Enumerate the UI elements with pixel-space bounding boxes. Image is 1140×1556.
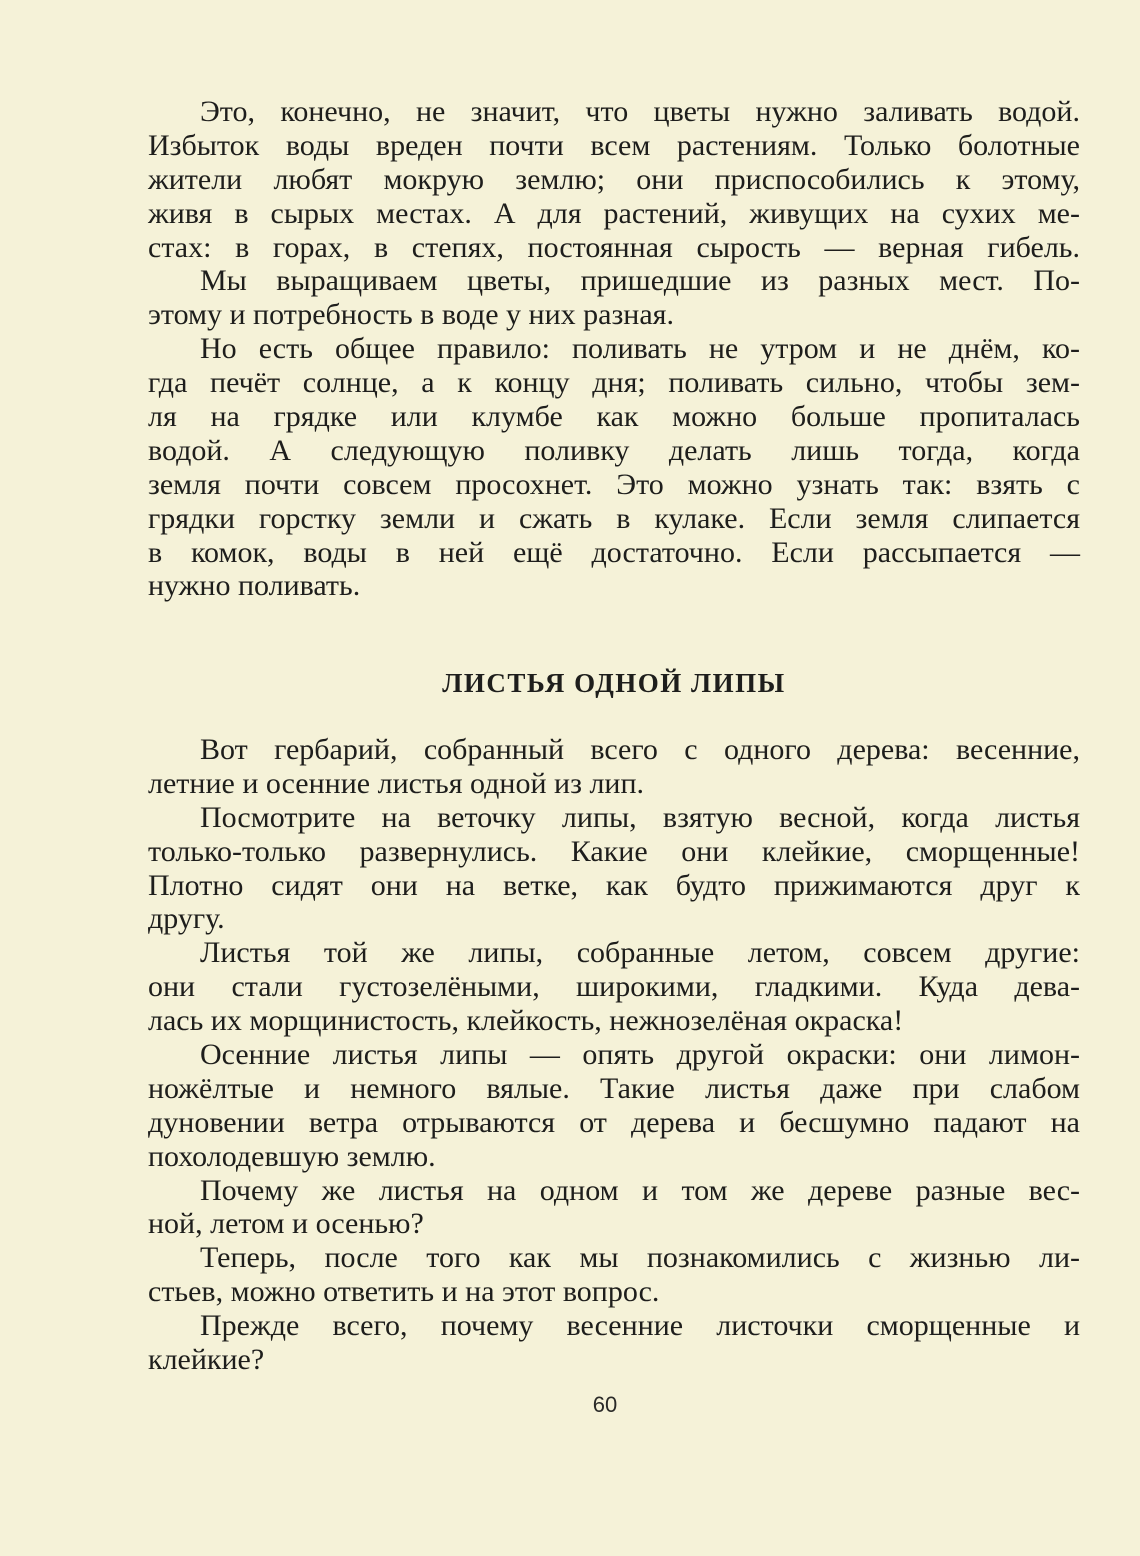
text-line: Почему же листья на одном и том же дереве разные вес- [200, 1173, 1080, 1207]
text-line: похолодевшую землю. [148, 1139, 436, 1173]
text-line: ля на грядке или клумбе как можно больше пропиталась [148, 400, 1080, 434]
text-line: Посмотрите на веточку липы, взятую весной, когда листья [200, 800, 1080, 834]
paragraph-group-linden-leaves [148, 733, 1080, 1377]
text-line: Избыток воды вреден почти всем растениям. Только болотные [148, 128, 1080, 162]
text-line: живя в сырых местах. А для растений, живущих на сухих ме- [148, 196, 1080, 230]
text-line: ной, летом и осенью? [148, 1207, 424, 1241]
section-heading: ЛИСТЬЯ ОДНОЙ ЛИПЫ [442, 668, 786, 698]
paragraph-group-watering [148, 95, 1080, 603]
text-line: Вот гербарий, собранный всего с одного дерева: весенние, [200, 733, 1080, 766]
text-line: только-только развернулись. Какие они клейкие, сморщенные! [148, 834, 1080, 868]
text-line: другу. [148, 902, 225, 936]
text-line: Листья той же липы, собранные летом, совсем другие: [200, 936, 1080, 970]
text-line: этому и потребность в воде у них разная. [148, 298, 674, 332]
text-line: они стали густозелёными, широкими, гладкими. Куда дева- [148, 970, 1080, 1004]
text-line: Осенние листья липы — опять другой окраски: они лимон- [200, 1038, 1080, 1072]
text-line: Мы выращиваем цветы, пришедшие из разных мест. По- [200, 264, 1080, 298]
text-line: Это, конечно, не значит, что цветы нужно заливать водой. [200, 95, 1080, 128]
text-line: стьев, можно ответить и на этот вопрос. [148, 1275, 660, 1309]
text-line: нужно поливать. [148, 569, 361, 603]
text-line: Прежде всего, почему весенние листочки сморщенные и [200, 1309, 1080, 1343]
text-line: грядки горстку земли и сжать в кулаке. Если земля слипается [148, 501, 1080, 535]
text-line: дуновении ветра отрываются от дерева и бесшумно падают на [148, 1105, 1080, 1139]
text-line: в комок, воды в ней ещё достаточно. Если рассыпается — [148, 535, 1080, 569]
text-line: лась их морщинистость, клейкость, нежнозелёная окраска! [148, 1004, 904, 1038]
text-line: клейкие? [148, 1343, 265, 1377]
text-line: водой. А следующую поливку делать лишь тогда, когда [148, 433, 1080, 467]
text-line: Плотно сидят они на ветке, как будто прижимаются друг к [148, 868, 1080, 902]
text-line: Но есть общее правило: поливать не утром и не днём, ко- [200, 332, 1080, 366]
text-line: земля почти совсем просохнет. Это можно узнать так: взять с [148, 467, 1080, 501]
text-line: стах: в горах, в степях, постоянная сырость — верная гибель. [148, 230, 1080, 264]
page-number: 60 [592, 1392, 618, 1417]
text-line: Теперь, после того как мы познакомились с жизнью ли- [200, 1241, 1080, 1275]
text-line: гда печёт солнце, а к концу дня; поливать сильно, чтобы зем- [148, 366, 1080, 400]
text-line: ножёлтые и немного вялые. Такие листья даже при слабом [148, 1071, 1080, 1105]
text-line: летние и осенние листья одной из лип. [148, 766, 645, 800]
text-line: жители любят мокрую землю; они приспособились к этому, [148, 162, 1080, 196]
